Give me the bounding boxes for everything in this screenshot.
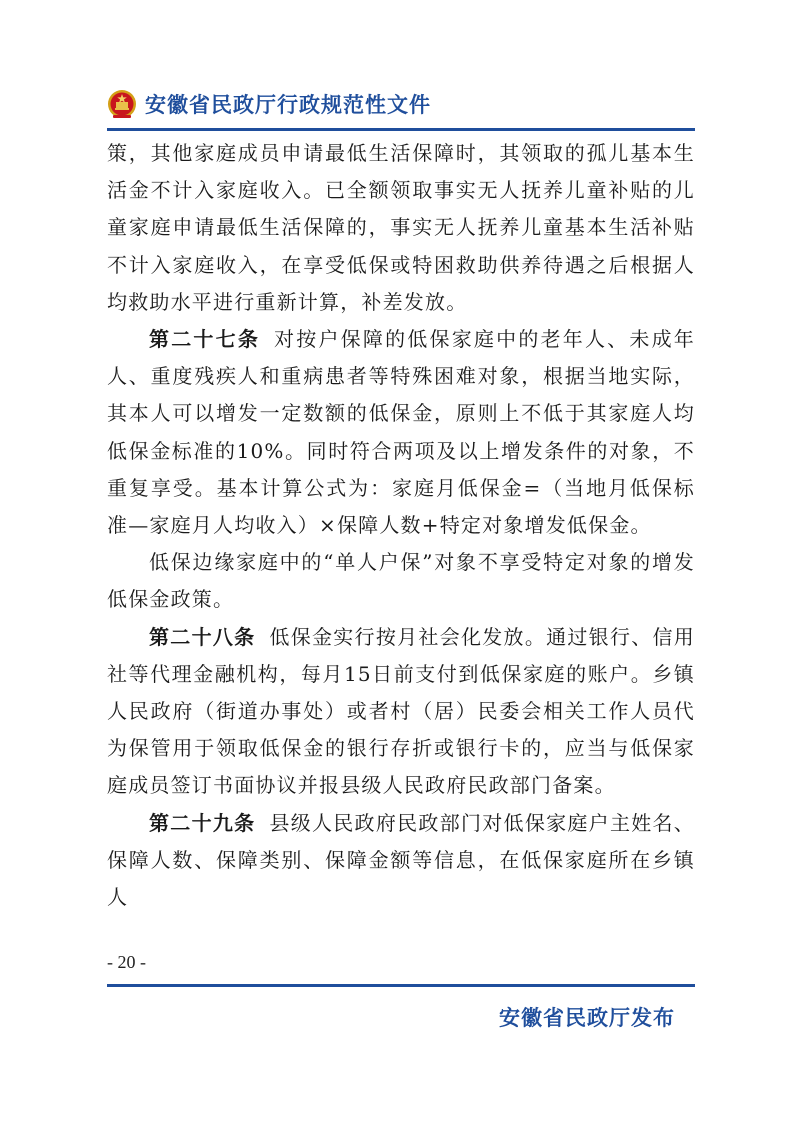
- paragraph-text: 县级人民政府民政部门对低保家庭户主姓名、保障人数、保障类别、保障金额等信息，在低保家庭所在乡镇人: [107, 810, 696, 910]
- paragraph-text: 低保金实行按月社会化发放。通过银行、信用社等代理金融机构，每月15日前支付到低保家庭的账户。乡镇人民政府（街道办事处）或者村（居）民委会相关工作人员代为保管用于领取低保金的银行存折或银行卡的，应当与低保家庭成员签订书面协议并报县级人民政府民政部门备案。: [107, 624, 696, 798]
- article-heading: 第二十九条: [149, 810, 256, 835]
- national-emblem-icon: [107, 88, 137, 120]
- paragraph: [107, 135, 695, 321]
- paragraph: [107, 805, 695, 917]
- paragraph-text: 策，其他家庭成员申请最低生活保障时，其领取的孤儿基本生活金不计入家庭收入。已全额领取事实无人抚养儿童补贴的儿童家庭申请最低生活保障的，事实无人抚养儿童基本生活补贴不计入家庭收入，在享受低保或特困救助供养待遇之后根据人均救助水平进行重新计算，补差发放。: [107, 141, 695, 314]
- header-title: 安徽省民政厅行政规范性文件: [145, 93, 431, 117]
- footer-divider: [107, 984, 695, 987]
- paragraph: [107, 544, 695, 618]
- document-header: [107, 84, 431, 124]
- paragraph-text: 低保边缘家庭中的“单人户保”对象不享受特定对象的增发低保金政策。: [107, 550, 695, 612]
- paragraph: [107, 619, 695, 805]
- article-heading: 第二十七条: [149, 327, 261, 352]
- paragraph-text: 对按户保障的低保家庭中的老年人、未成年人、重度残疾人和重病患者等特殊困难对象，根据当地实际，其本人可以增发一定数额的低保金，原则上不低于其家庭人均低保金标准的10%。同时符合两项及以上增发条件的对象，不重复享受。基本计算公式为：家庭月低保金=（当地月低保标准—家庭月人均收入）×保障人数+特定对象增发低保金。: [107, 327, 695, 538]
- header-divider: [107, 128, 695, 131]
- paragraph: [107, 321, 695, 544]
- page-number: - 20 -: [107, 952, 146, 972]
- footer-publisher: 安徽省民政厅发布: [499, 1006, 675, 1030]
- document-body: [107, 135, 695, 916]
- article-heading: 第二十八条: [149, 624, 256, 649]
